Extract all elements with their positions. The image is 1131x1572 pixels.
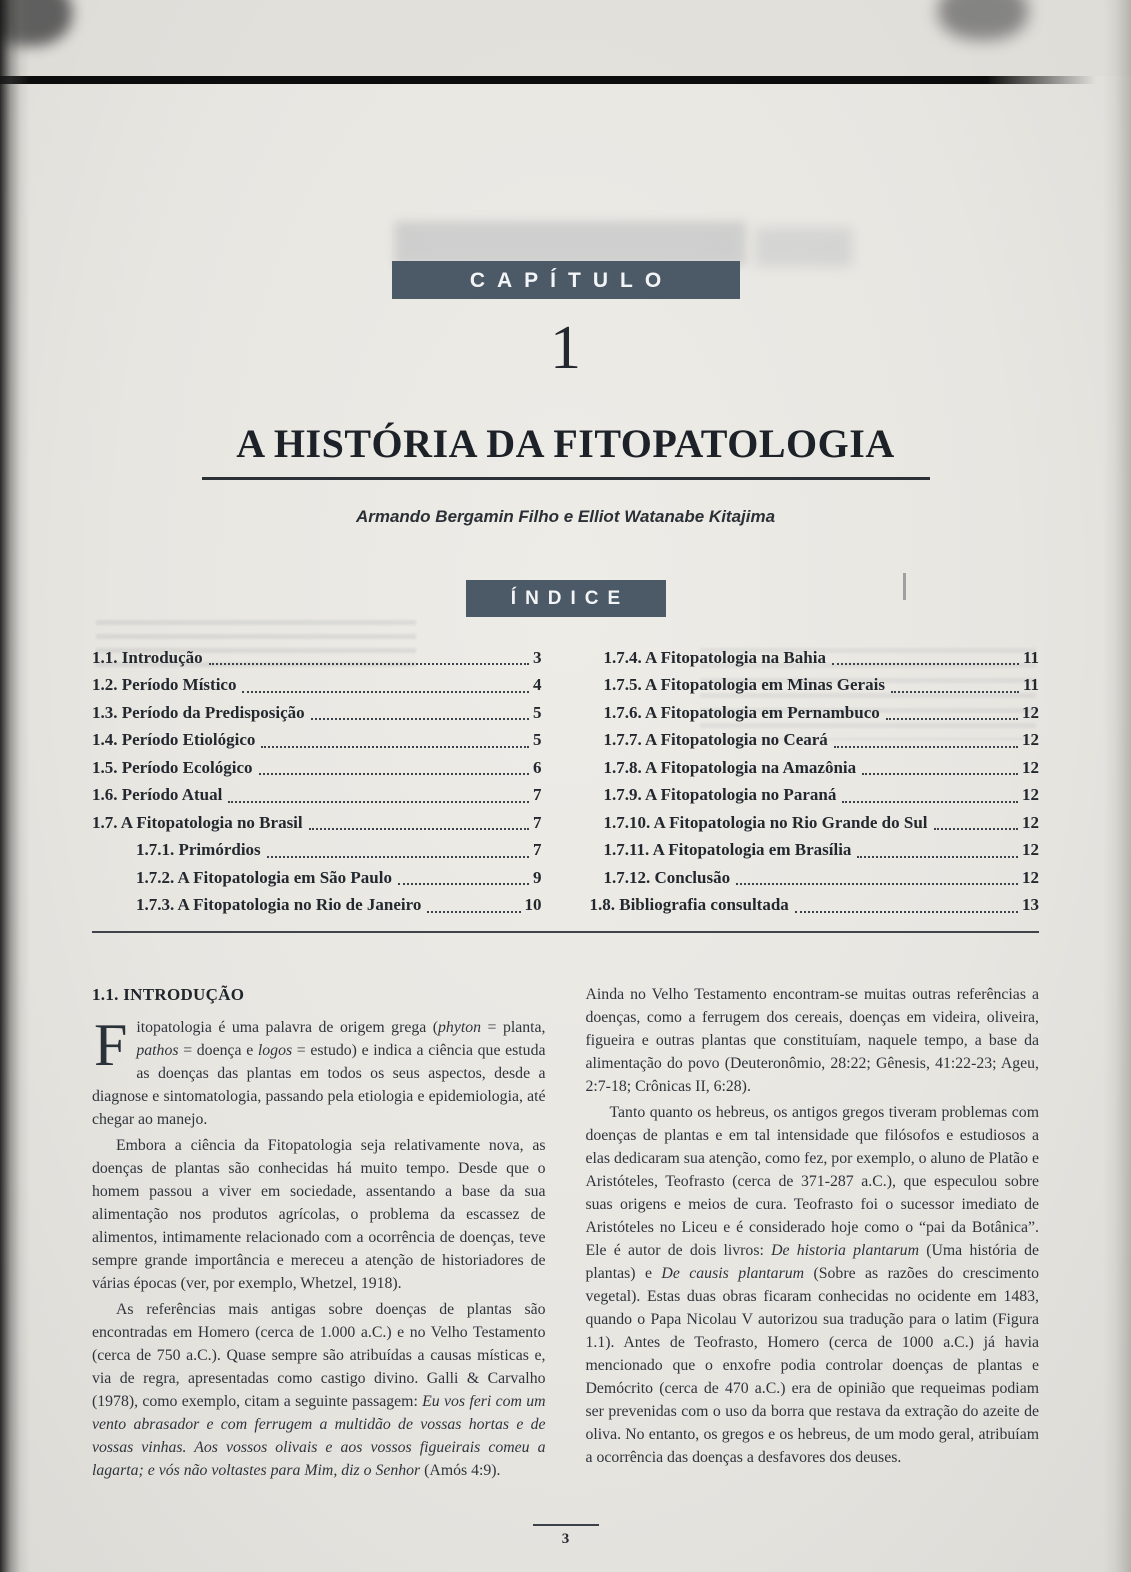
toc-leader-dots xyxy=(886,718,1018,720)
toc-leader-dots xyxy=(209,663,529,665)
table-of-contents xyxy=(0,617,1131,919)
toc-entry-label: 1.7. A Fitopatologia no Brasil xyxy=(92,812,303,832)
toc-entry-page: 12 xyxy=(1022,757,1039,777)
toc-entry-label: 1.7.11. A Fitopatologia em Brasília xyxy=(603,840,852,859)
paragraph: Fitopatologia é uma palavra de origem grega (phyton = planta, pathos = doença e logos = estudo) e indica a ciência que estuda as doenças das plantas em todos os seus aspectos, desde a diagnose e sintomatologia, passando pela etiologia e epidemiologia, até chegar ao manejo. xyxy=(92,1011,546,1128)
index-label-band xyxy=(466,580,666,617)
toc-entry-page: 12 xyxy=(1022,730,1039,749)
toc-entry-label: 1.7.1. Primórdios xyxy=(136,840,261,859)
toc-entry-label: 1.7.10. A Fitopatologia no Rio Grande do Sul xyxy=(603,812,928,832)
page-number: 3 xyxy=(561,1531,570,1547)
page-number-rule xyxy=(533,1524,599,1526)
page-footer xyxy=(0,1524,1131,1548)
toc-entry-label: 1.7.8. A Fitopatologia na Amazônia xyxy=(603,757,857,777)
toc-leader-dots xyxy=(259,773,529,775)
toc-entry xyxy=(590,644,1040,672)
toc-entry xyxy=(92,781,542,809)
toc-leader-dots xyxy=(261,746,529,748)
toc-leader-dots xyxy=(834,746,1018,748)
toc-entry-label: 1.7.6. A Fitopatologia em Pernambuco xyxy=(603,702,880,722)
toc-entry-label: 1.7.12. Conclusão xyxy=(603,867,731,887)
toc-entry-page: 11 xyxy=(1022,647,1039,667)
toc-leader-dots xyxy=(267,856,529,858)
toc-entry-label: 1.4. Período Etiológico xyxy=(92,730,256,749)
toc-leader-dots xyxy=(309,828,529,830)
toc-entry-page: 3 xyxy=(533,647,542,667)
toc-entry-page: 5 xyxy=(533,702,542,722)
body-column-left xyxy=(92,983,546,1485)
chapter-label-band xyxy=(392,261,740,299)
toc-entry xyxy=(590,891,1040,919)
toc-entry xyxy=(92,754,542,782)
toc-leader-dots xyxy=(736,883,1018,885)
toc-entry-page: 11 xyxy=(1022,675,1039,694)
toc-leader-dots xyxy=(228,801,529,803)
toc-entry-label: 1.7.5. A Fitopatologia em Minas Gerais xyxy=(603,675,885,694)
toc-entry-page: 10 xyxy=(524,895,542,914)
toc-entry-label: 1.7.3. A Fitopatologia no Rio de Janeiro xyxy=(136,895,422,914)
toc-leader-dots xyxy=(934,828,1019,830)
toc-entry-page: 7 xyxy=(533,812,542,832)
toc-entry-page: 12 xyxy=(1022,867,1039,887)
toc-leader-dots xyxy=(857,856,1018,858)
toc-entry xyxy=(590,864,1040,892)
toc-entry-page: 4 xyxy=(533,675,542,694)
toc-entry-page: 7 xyxy=(533,840,542,859)
toc-column-right xyxy=(590,644,1040,919)
toc-leader-dots xyxy=(832,663,1019,665)
toc-entry-page: 12 xyxy=(1022,785,1039,804)
drop-cap: F xyxy=(94,1011,128,1078)
toc-entry xyxy=(92,699,542,727)
authors-line: Armando Bergamin Filho e Elliot Watanabe Kitajima xyxy=(355,506,776,526)
toc-entry xyxy=(92,809,542,837)
toc-entry-page: 9 xyxy=(533,867,542,887)
toc-entry-page: 13 xyxy=(1022,895,1039,914)
toc-entry-label: 1.7.7. A Fitopatologia no Ceará xyxy=(603,730,828,749)
toc-entry-label: 1.7.9. A Fitopatologia no Paraná xyxy=(603,785,837,804)
toc-entry-label: 1.5. Período Ecológico xyxy=(92,757,253,777)
toc-entry xyxy=(92,726,542,754)
toc-entry xyxy=(92,671,542,699)
body-text xyxy=(0,933,1131,1485)
toc-entry-page: 12 xyxy=(1022,812,1039,832)
toc-entry xyxy=(92,891,542,919)
toc-entry-page: 7 xyxy=(533,785,542,804)
toc-entry-label: 1.7.2. A Fitopatologia em São Paulo xyxy=(136,867,392,887)
toc-entry-page: 12 xyxy=(1022,702,1039,722)
toc-entry-label: 1.2. Período Místico xyxy=(92,675,237,694)
toc-entry-page: 6 xyxy=(533,757,542,777)
toc-leader-dots xyxy=(842,801,1018,803)
toc-leader-dots xyxy=(795,911,1018,913)
index-label: ÍNDICE xyxy=(510,587,630,609)
toc-entry xyxy=(92,864,542,892)
toc-entry xyxy=(590,836,1040,864)
toc-entry-label: 1.1. Introdução xyxy=(92,647,203,667)
toc-entry xyxy=(590,809,1040,837)
chapter-number: 1 xyxy=(550,314,581,382)
paragraph: Ainda no Velho Testamento encontram-se muitas outras referências a doenças, como a ferrugem dos cereais, doenças em videira, oliveira, figueira e outras plantas que constituíam, naquele tempo, a base da alimentação do povo (Deuteronômio, 28:22; Gênesis, 41:22-23; Ageu, 2:7-18; Crônicas II, 6:28). xyxy=(585,985,1039,1095)
toc-leader-dots xyxy=(427,911,520,913)
body-column-right xyxy=(586,983,1040,1485)
paragraph: As referências mais antigas sobre doenças de plantas são encontradas em Homero (cerca de 1.000 a.C.) e no Velho Testamento (cerca de 750 a.C.). Quase sempre são atribuídas a causas místicas e, via de regra, apresentadas como castigo divino. Galli & Carvalho (1978), como exemplo, citam a seguinte passagem: Eu vos feri com um vento abrasador e com ferrugem a multidão de vossas hortas e de vossas vinhas. Aos vossos olivais e aos vossos figueirais comeu a lagarta; e vós não voltastes para Mim, diz o Senhor (Amós 4:9). xyxy=(92,1300,546,1479)
toc-entry xyxy=(92,644,542,672)
toc-entry-page: 12 xyxy=(1022,840,1039,859)
toc-entry xyxy=(92,836,542,864)
paragraph: Tanto quanto os hebreus, os antigos gregos tiveram problemas com doenças de plantas e em tal intensidade que filósofos e estudiosos a elas dedicaram sua atenção, como fez, por exemplo, o aluno de Platão e Aristóteles, Teofrasto (cerca de 371-287 a.C.), que especulou sobre suas origens e meios de cura. Teofrasto foi o sucessor imediato de Aristóteles no Liceu e é considerado hoje como o “pai da Botânica”. Ele é autor de dois livros: De historia plantarum (Uma história de plantas) e De causis plantarum (Sobre as razões do crescimento vegetal). Estas duas obras ficaram conhecidas no ocidente em 1483, quando o Papa Nicolau V autorizou sua tradução para o latim (Figura 1.1). Antes de Teofrasto, Homero (cerca de 1000 a.C.) já havia mencionado que o enxofre podia controlar doenças de plantas e Demócrito (cerca de 470 a.C.) era de opinião que requeimas podiam ser prevenidas com o uso da borra que restava da extração do azeite de oliva. No entanto, os gregos e os hebreus, de um modo geral, atribuíam a ocorrência das doenças a desfavores dos deuses. xyxy=(585,1103,1039,1466)
toc-entry-label: 1.6. Período Atual xyxy=(92,785,223,804)
toc-leader-dots xyxy=(891,691,1019,693)
section-heading: 1.1. INTRODUÇÃO xyxy=(92,984,245,1004)
title-underline xyxy=(202,477,930,480)
chapter-title: A HISTÓRIA DA FITOPATOLOGIA xyxy=(236,421,895,466)
toc-column-left xyxy=(92,644,542,919)
toc-entry xyxy=(590,726,1040,754)
toc-entry-label: 1.8. Bibliografia consultada xyxy=(589,895,789,914)
chapter-label: CAPÍTULO xyxy=(469,269,674,292)
toc-leader-dots xyxy=(398,883,529,885)
toc-entry xyxy=(590,781,1040,809)
toc-entry xyxy=(590,699,1040,727)
toc-entry xyxy=(590,754,1040,782)
paragraph: Embora a ciência da Fitopatologia seja relativamente nova, as doenças de plantas são conhecidas há muito tempo. Desde que o homem passou a viver em sociedade, assentando a base da sua alimentação nos produtos agrícolas, o problema da escassez de alimentos, intimamente relacionado com a ocorrência de doenças, teve sempre grande importância e mereceu a atenção de historiadores de várias épocas (ver, por exemplo, Whetzel, 1918). xyxy=(92,1136,546,1292)
toc-leader-dots xyxy=(242,691,529,693)
chapter-header xyxy=(0,261,1131,617)
toc-entry-label: 1.3. Período da Predisposição xyxy=(92,702,305,722)
toc-leader-dots xyxy=(311,718,529,720)
toc-entry-label: 1.7.4. A Fitopatologia na Bahia xyxy=(603,647,826,667)
toc-entry xyxy=(590,671,1040,699)
toc-entry-page: 5 xyxy=(533,730,542,749)
toc-leader-dots xyxy=(862,773,1018,775)
